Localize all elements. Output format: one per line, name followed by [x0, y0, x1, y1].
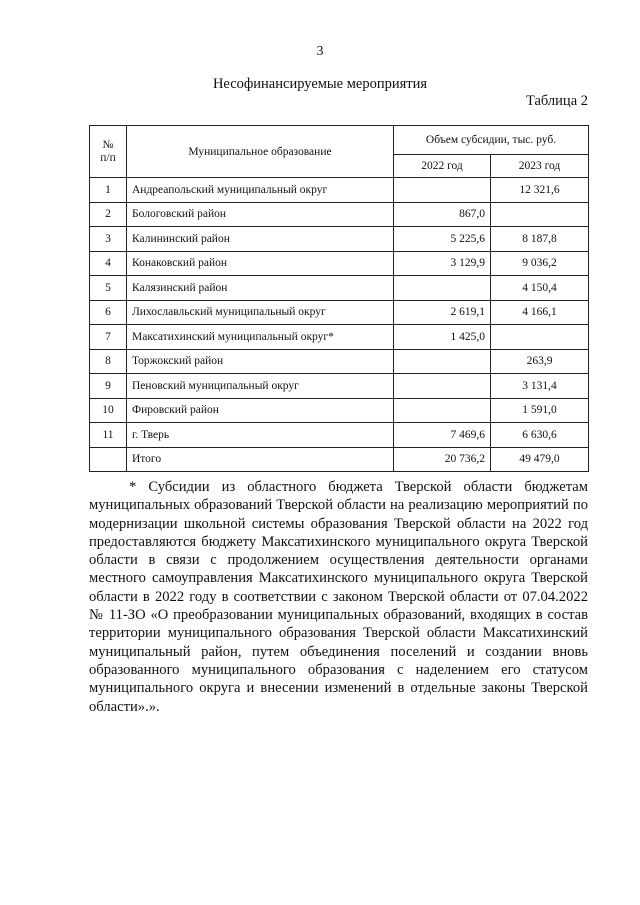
row-municipality: Максатихинский муниципальный округ*: [127, 325, 394, 350]
table-row: [90, 276, 589, 301]
row-municipality: Лихославльский муниципальный округ: [127, 300, 394, 325]
row-value-2023: 263,9: [491, 349, 589, 374]
row-municipality: Конаковский район: [127, 251, 394, 276]
row-number: 9: [90, 374, 127, 399]
footnote: * Субсидии из областного бюджета Тверской области бюджетам муниципальных образований Тверской области на реализацию мероприятий по модернизации школьной системы образования Тверской области на 2022 год предоставляются бюджету Максатихинского муниципального округа Тверской области в связи с продолжением осуществления деятельности органами местного самоуправления Максатихинского муниципального округа Тверской области в 2022 году в соответствии с законом Тверской области от 07.04.2022 № 11-ЗО «О преобразовании муниципальных образований, входящих в состав территории муниципального образования Тверской области Максатихинский муниципальный район, путем объединения поселений и создании вновь образованного муниципального образования с наделением его статусом муниципального округа и внесении изменений в отдельные законы Тверской области».».: [89, 479, 588, 715]
total-label: Итого: [127, 447, 394, 472]
row-municipality: Калязинский район: [127, 276, 394, 301]
row-number: 6: [90, 300, 127, 325]
row-value-2023: 6 630,6: [491, 423, 589, 448]
header-number-line2: п/п: [100, 151, 116, 164]
row-value-2022: [394, 349, 491, 374]
header-subsidy-amount: Объем субсидии, тыс. руб.: [394, 126, 589, 155]
table-row: [90, 178, 589, 203]
row-municipality: Андреапольский муниципальный округ: [127, 178, 394, 203]
row-number: 5: [90, 276, 127, 301]
row-number: 11: [90, 423, 127, 448]
row-municipality: Торжокский район: [127, 349, 394, 374]
row-value-2022: 3 129,9: [394, 251, 491, 276]
header-year-2023: 2023 год: [491, 155, 589, 178]
row-value-2023: 12 321,6: [491, 178, 589, 203]
row-municipality: Пеновский муниципальный округ: [127, 374, 394, 399]
row-municipality: Бологовский район: [127, 202, 394, 227]
row-number: 10: [90, 398, 127, 423]
page-title: Несофинансируемые мероприятия: [212, 76, 428, 92]
header-municipality: Муниципальное образование: [127, 126, 394, 178]
row-value-2022: [394, 374, 491, 399]
row-number: 4: [90, 251, 127, 276]
table-row: [90, 325, 589, 350]
subsidies-table: [89, 125, 589, 472]
table-row: [90, 374, 589, 399]
row-number: 1: [90, 178, 127, 203]
row-value-2022: 5 225,6: [394, 227, 491, 252]
table-row: [90, 251, 589, 276]
table-row: [90, 202, 589, 227]
row-value-2022: 7 469,6: [394, 423, 491, 448]
table-header: [90, 126, 589, 178]
total-value-2022: 20 736,2: [394, 447, 491, 472]
row-value-2022: [394, 276, 491, 301]
table-label: Таблица 2: [525, 93, 588, 109]
row-value-2022: 867,0: [394, 202, 491, 227]
row-value-2023: [491, 202, 589, 227]
row-value-2023: 9 036,2: [491, 251, 589, 276]
table-row: [90, 398, 589, 423]
row-number: 2: [90, 202, 127, 227]
row-value-2023: [491, 325, 589, 350]
row-value-2023: 1 591,0: [491, 398, 589, 423]
row-municipality: Калининский район: [127, 227, 394, 252]
page-number: 3: [316, 44, 324, 59]
row-value-2022: [394, 178, 491, 203]
row-municipality: г. Тверь: [127, 423, 394, 448]
row-number: 7: [90, 325, 127, 350]
table-row: [90, 227, 589, 252]
header-number-line1: №: [102, 138, 114, 151]
total-number-cell: [90, 447, 127, 472]
header-number: [90, 126, 127, 178]
total-row: [90, 447, 589, 472]
table-body: [90, 178, 589, 472]
row-value-2022: [394, 398, 491, 423]
row-value-2023: 8 187,8: [491, 227, 589, 252]
header-year-2022: 2022 год: [394, 155, 491, 178]
table-row: [90, 423, 589, 448]
row-value-2023: 3 131,4: [491, 374, 589, 399]
total-value-2023: 49 479,0: [491, 447, 589, 472]
header-row-top: [90, 126, 589, 155]
row-number: 3: [90, 227, 127, 252]
row-municipality: Фировский район: [127, 398, 394, 423]
row-value-2023: 4 150,4: [491, 276, 589, 301]
table-row: [90, 300, 589, 325]
row-value-2023: 4 166,1: [491, 300, 589, 325]
row-number: 8: [90, 349, 127, 374]
row-value-2022: 1 425,0: [394, 325, 491, 350]
row-value-2022: 2 619,1: [394, 300, 491, 325]
table-row: [90, 349, 589, 374]
